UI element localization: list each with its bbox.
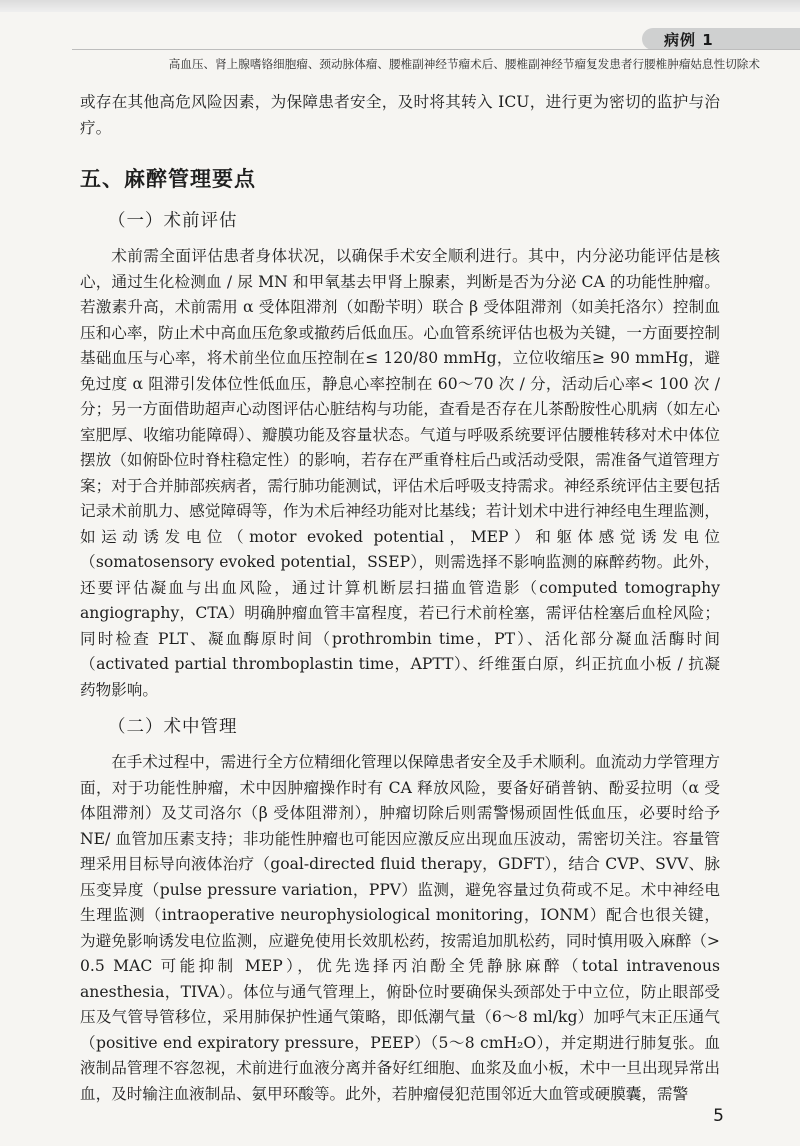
top-decorative-strip — [0, 0, 800, 12]
intro-paragraph: 或存在其他高危风险因素，为保障患者安全，及时将其转入 ICU，进行更为密切的监护与治疗。 — [80, 93, 720, 137]
page-number: 5 — [713, 1106, 724, 1126]
case-label: 病例 1 — [664, 30, 714, 49]
section-title: 五、麻醉管理要点 — [80, 167, 256, 191]
subsection-preop-title: （一）术前评估 — [108, 211, 238, 231]
preop-paragraph: 术前需全面评估患者身体状况，以确保手术安全顺利进行。其中，内分泌功能评估是核心，通过生化检测血 / 尿 MN 和甲氧基去甲肾上腺素，判断是否为分泌 CA 的功能性肿瘤。若激素升高，术前需用 α 受体阻滞剂（如酚苄明）联合 β 受体阻滞剂（如美托洛尔）控制血压和心率，防止术中高血压危象或撤药后低血压。心血管系统评估也极为关键，一方面要控制基础血压与心率，将术前坐位血压控制在≤ 120/80 mmHg，立位收缩压≥ 90 mmHg，避免过度 α 阻滞引发体位性低血压，静息心率控制在 60～70 次 / 分，活动后心率< 100 次 / 分；另一方面借助超声心动图评估心脏结构与功能，查看是否存在儿茶酚胺性心肌病（如左心室肥厚、收缩功能障碍）、瓣膜功能及容量状态。气道与呼吸系统要评估腰椎转移对术中体位摆放（如俯卧位时脊柱稳定性）的影响，若存在严重脊柱后凸或活动受限，需准备气道管理方案；对于合并肺部疾病者，需行肺功能测试，评估术后呼吸支持需求。神经系统评估主要包括记录术前肌力、感觉障碍等，作为术后神经功能对比基线；若计划术中进行神经电生理监测，如运动诱发电位（motor evoked potential，MEP）和躯体感觉诱发电位（somatosensory evoked potential，SSEP），则需选择不影响监测的麻醉药物。此外，还要评估凝血与出血风险，通过计算机断层扫描血管造影（computed tomography angiography，CTA）明确肿瘤血管丰富程度，若已行术前栓塞，需评估栓塞后血栓风险；同时检查 PLT、凝血酶原时间（prothrombin time，PT）、活化部分凝血活酶时间（activated partial thromboplastin time，APTT）、纤维蛋白原，纠正抗血小板 / 抗凝药物影响。 — [80, 247, 720, 699]
running-head: 高血压、肾上腺嗜铬细胞瘤、颈动脉体瘤、腰椎副神经节瘤术后、腰椎副神经节瘤复发患者行腰椎肿瘤姑息性切除术 — [168, 57, 760, 71]
intraop-paragraph: 在手术过程中，需进行全方位精细化管理以保障患者安全及手术顺利。血流动力学管理方面，对于功能性肿瘤，术中因肿瘤操作时有 CA 释放风险，要备好硝普钠、酚妥拉明（α 受体阻滞剂）及艾司洛尔（β 受体阻滞剂），肿瘤切除后则需警惕顽固性低血压，必要时给予 NE/ 血管加压素支持；非功能性肿瘤也可能因应激反应出现血压波动，需密切关注。容量管理采用目标导向液体治疗（goal-directed fluid therapy，GDFT），结合 CVP、SVV、脉压变异度（pulse pressure variation，PPV）监测，避免容量过负荷或不足。术中神经电生理监测（intraoperative neurophysiological monitoring，IONM）配合也很关键，为避免影响诱发电位监测，应避免使用长效肌松药，按需追加肌松药，同时慎用吸入麻醉（> 0.5 MAC 可能抑制 MEP），优先选择丙泊酚全凭静脉麻醉（total intravenous anesthesia，TIVA）。体位与通气管理上，俯卧位时要确保头颈部处于中立位，防止眼部受压及气管导管移位，采用肺保护性通气策略，即低潮气量（6～8 ml/kg）加呼气末正压通气（positive end expiratory pressure，PEEP）（5～8 cmH₂O），并定期进行肺复张。血液制品管理不容忽视，术前进行血液分离并备好红细胞、血浆及血小板，术中一旦出现异常出血，及时输注血液制品、氨甲环酸等。此外，若肿瘤侵犯范围邻近大血管或硬膜囊，需警 — [80, 753, 720, 1103]
subsection-intraop-title: （二）术中管理 — [108, 717, 238, 737]
page-content — [80, 90, 720, 1107]
header-divider — [72, 49, 800, 50]
case-tab — [642, 28, 800, 50]
